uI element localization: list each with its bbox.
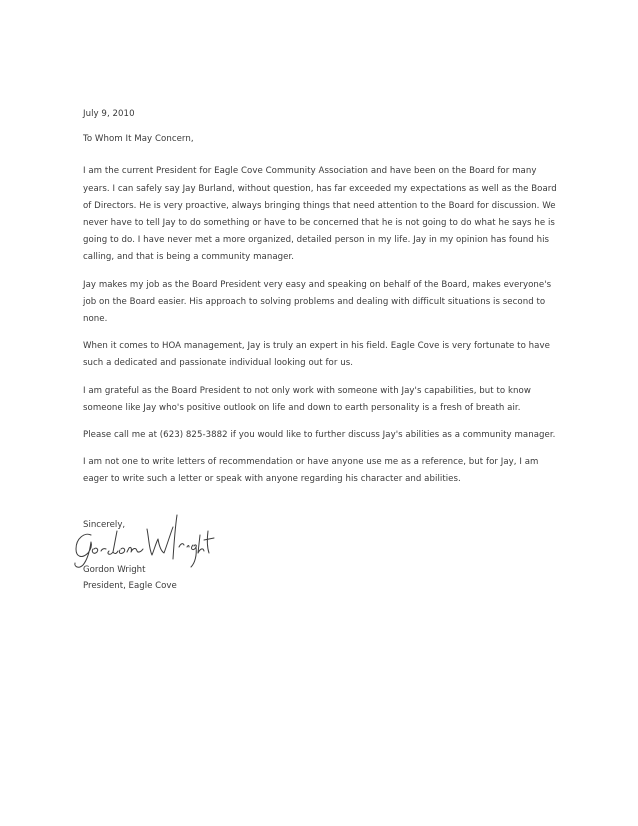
signer-title: President, Eagle Cove xyxy=(83,581,177,591)
letter-date: July 9, 2010 xyxy=(83,109,135,119)
signer-name: Gordon Wright xyxy=(83,565,146,575)
salutation: To Whom It May Concern, xyxy=(83,134,194,145)
paragraph-4: I am grateful as the Board President to not only work with someone with Jay's capabilities, but to know someone like Jay who's positive outlook on life and down to earth personality is a fresh of breath air. xyxy=(83,385,531,413)
paragraph-1: I am the current President for Eagle Cove Community Association and have been on the Board for many years. I can safely say Jay Burland, without question, has far exceeded my expectations as well as the Board of Directors. He is very proactive, always bringing things that need attention to the Board for discussion. We never have to tell Jay to do something or have to be concerned that he is not going to do what he says he is going to do. I have never met a more organized, detailed person in my life. Jay in my opinion has found his calling, and that is being a community manager. xyxy=(83,166,557,263)
letter-body xyxy=(83,106,563,489)
paragraph-3: When it comes to HOA management, Jay is truly an expert in his field. Eagle Cove is very fortunate to have such a dedicated and passionate individual looking out for us. xyxy=(83,341,550,369)
closing: Sincerely, xyxy=(83,520,126,530)
closing-block xyxy=(83,517,383,597)
paragraph-5: Please call me at (623) 825-3882 if you would like to further discuss Jay's abilities as a community manager. xyxy=(83,430,556,441)
paragraph-6: I am not one to write letters of recommendation or have anyone use me as a reference, but for Jay, I am eager to write such a letter or speak with anyone regarding his character and abilities. xyxy=(83,457,539,485)
paragraph-2: Jay makes my job as the Board President very easy and speaking on behalf of the Board, makes everyone's job on the Board easier. His approach to solving problems and dealing with difficult situations is second to none. xyxy=(83,279,552,325)
signer-info xyxy=(83,562,177,594)
